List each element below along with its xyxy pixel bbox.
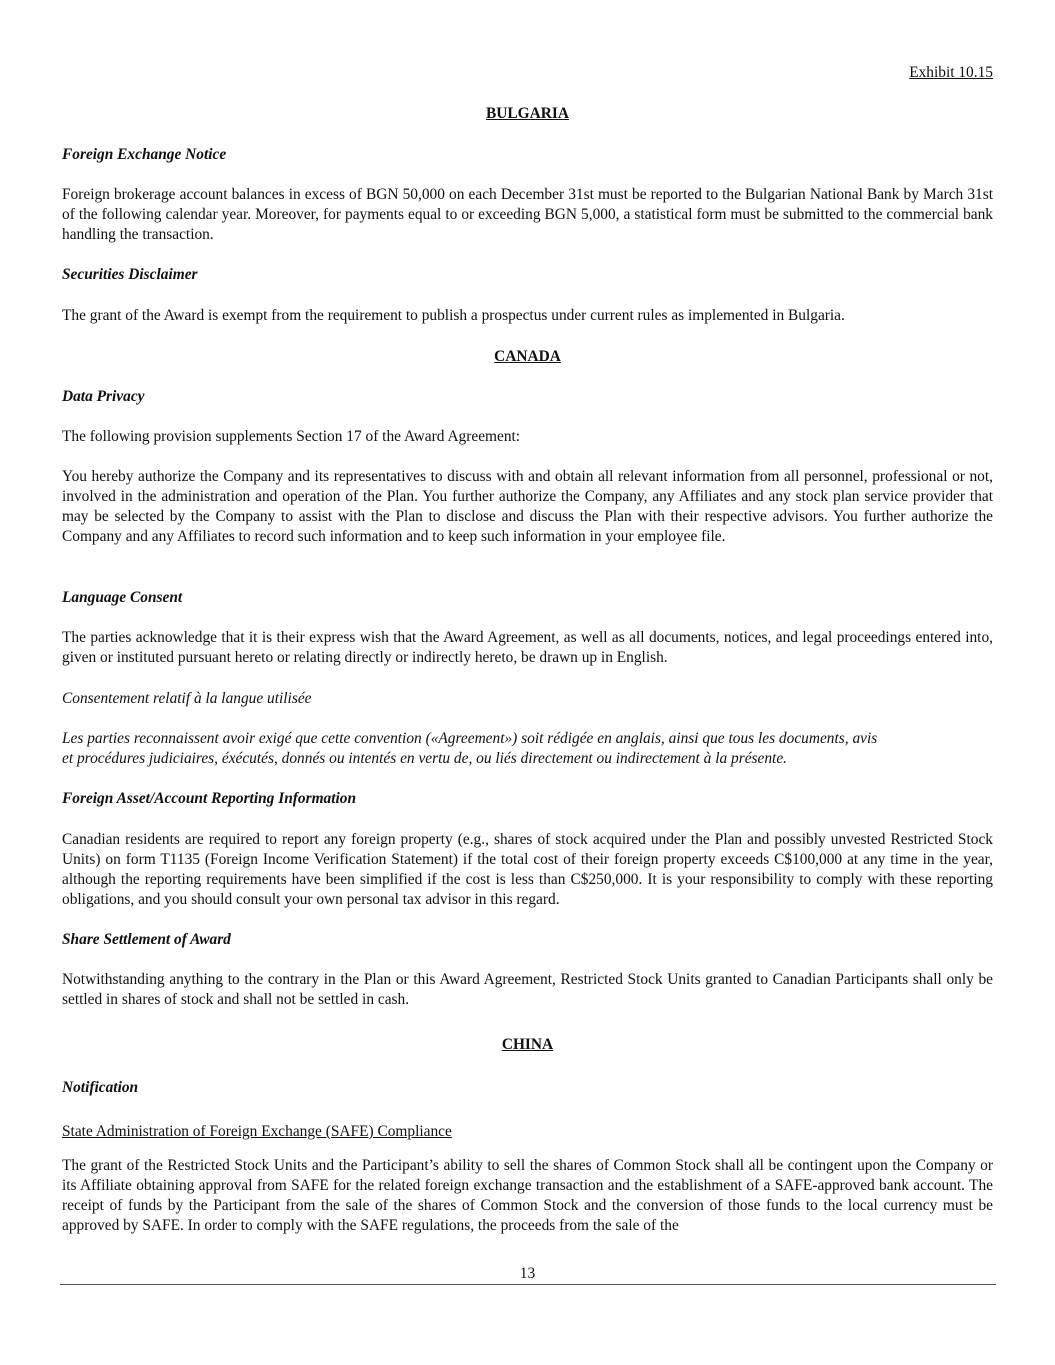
paragraph-data-privacy: You hereby authorize the Company and its representatives to discuss with and obtain all relevant information from all personnel, professional or not, involved in the administration and operation of the Plan. You further authorize the Company, any Affiliates and any stock plan service provider that may be selected by the Company to assist with the Plan to disclose and discuss the Plan with their respective advisors. You further authorize the Company and any Affiliates to record such information and to keep such information in your employee file. bbox=[62, 468, 993, 545]
paragraph-language-consent-french-line1: Les parties reconnaissent avoir exigé que cette convention («Agreement») soit rédigée en anglais, ainsi que tous les documents, avis bbox=[62, 730, 878, 747]
heading-data-privacy: Data Privacy bbox=[62, 388, 145, 405]
heading-safe-compliance: State Administration of Foreign Exchange (SAFE) Compliance bbox=[62, 1123, 452, 1140]
heading-foreign-asset-reporting: Foreign Asset/Account Reporting Information bbox=[62, 790, 357, 807]
paragraph-data-privacy-intro: The following provision supplements Section 17 of the Award Agreement: bbox=[62, 428, 521, 445]
section-title-canada: CANADA bbox=[494, 348, 561, 365]
paragraph-language-consent-french-line2: et procédures judiciaires, éxécutés, donnés ou intentés en vertu de, ou liés directement ou indirectement à la présente. bbox=[62, 750, 788, 767]
heading-share-settlement: Share Settlement of Award bbox=[62, 931, 231, 948]
heading-language-consent-french: Consentement relatif à la langue utilisée bbox=[62, 690, 312, 707]
heading-securities-disclaimer: Securities Disclaimer bbox=[62, 266, 198, 283]
exhibit-label: Exhibit 10.15 bbox=[909, 64, 993, 81]
paragraph-foreign-exchange-notice: Foreign brokerage account balances in excess of BGN 50,000 on each December 31st must be reported to the Bulgarian National Bank by March 31st of the following calendar year. Moreover, for payments equal to or exceeding BGN 5,000, a statistical form must be submitted to the commercial bank handling the transaction. bbox=[62, 186, 993, 243]
paragraph-securities-disclaimer: The grant of the Award is exempt from the requirement to publish a prospectus under current rules as implemented in Bulgaria. bbox=[62, 307, 845, 324]
heading-language-consent: Language Consent bbox=[62, 589, 183, 606]
paragraph-share-settlement: Notwithstanding anything to the contrary in the Plan or this Award Agreement, Restricted Stock Units granted to Canadian Participants shall only be settled in shares of stock and shall not be settled in cash. bbox=[62, 971, 993, 1008]
paragraph-language-consent: The parties acknowledge that it is their express wish that the Award Agreement, as well as all documents, notices, and legal proceedings entered into, given or instituted pursuant hereto or relating directly or indirectly hereto, be drawn up in English. bbox=[62, 629, 993, 666]
heading-notification: Notification bbox=[62, 1079, 139, 1096]
paragraph-safe-compliance: The grant of the Restricted Stock Units and the Participant’s ability to sell the shares of Common Stock shall all be contingent upon the Company or its Affiliate obtaining approval from SAFE for the related foreign exchange transaction and the establishment of a SAFE-approved bank account. The receipt of funds by the Participant from the sale of the shares of Common Stock and the conversion of those funds to the local currency must be approved by SAFE. In order to comply with the SAFE regulations, the proceeds from the sale of the bbox=[62, 1157, 993, 1234]
section-title-china: CHINA bbox=[501, 1036, 554, 1053]
heading-foreign-exchange-notice: Foreign Exchange Notice bbox=[62, 146, 227, 163]
paragraph-foreign-asset-reporting: Canadian residents are required to report any foreign property (e.g., shares of stock acquired under the Plan and possibly unvested Restricted Stock Units) on form T1135 (Foreign Income Verification Statement) if the total cost of their foreign property exceeds C$100,000 at any time in the year, although the reporting requirements have been simplified if the cost is less than C$250,000. It is your responsibility to comply with these reporting obligations, and you should consult your own personal tax advisor in this regard. bbox=[62, 831, 993, 908]
document-page bbox=[62, 0, 993, 1365]
page-number: 13 bbox=[519, 1265, 536, 1282]
footer-divider bbox=[60, 1284, 996, 1285]
section-title-bulgaria: BULGARIA bbox=[486, 105, 569, 122]
